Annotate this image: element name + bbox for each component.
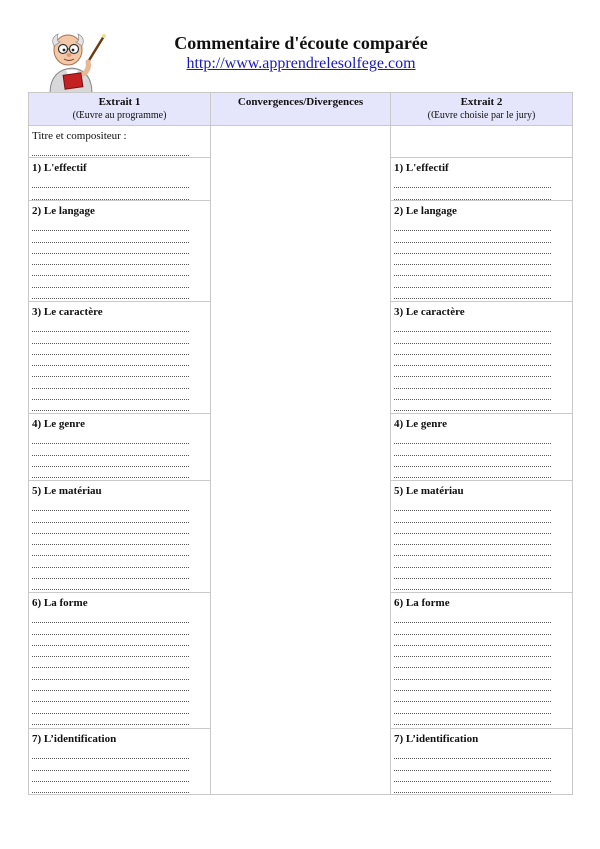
answer-lines: [32, 612, 207, 725]
dotted-answer-line[interactable]: [394, 344, 551, 355]
dotted-answer-line[interactable]: [32, 714, 189, 725]
dotted-answer-line[interactable]: [32, 511, 189, 522]
extrait-1-row: [29, 593, 210, 729]
extrait-2-row: [391, 201, 572, 302]
dotted-answer-line[interactable]: [394, 748, 551, 759]
dotted-answer-line[interactable]: [32, 635, 189, 646]
dotted-answer-line[interactable]: [32, 623, 189, 634]
dotted-answer-line[interactable]: [394, 389, 551, 400]
dotted-answer-line[interactable]: [32, 646, 189, 657]
dotted-answer-line[interactable]: [32, 771, 189, 782]
dotted-answer-line[interactable]: [32, 366, 189, 377]
extrait-1-row: [29, 302, 210, 414]
dotted-answer-line[interactable]: [394, 188, 551, 199]
answer-lines: [394, 177, 569, 200]
dotted-answer-line[interactable]: [32, 579, 189, 590]
dotted-answer-line[interactable]: [32, 456, 189, 467]
answer-lines: [394, 500, 569, 590]
dotted-answer-line[interactable]: [394, 545, 551, 556]
extrait-2-row: [391, 729, 572, 796]
dotted-answer-line[interactable]: [394, 635, 551, 646]
dotted-answer-line[interactable]: [32, 177, 189, 188]
answer-lines: [32, 177, 207, 200]
dotted-answer-line[interactable]: [32, 691, 189, 702]
dotted-answer-line[interactable]: [32, 702, 189, 713]
extrait-1-row: [29, 126, 210, 158]
column-subtitle: (Œuvre choisie par le jury): [427, 110, 536, 121]
extrait-2-row: [391, 481, 572, 593]
dotted-answer-line[interactable]: [32, 534, 189, 545]
dotted-answer-line[interactable]: [32, 321, 189, 332]
dotted-answer-line[interactable]: [394, 556, 551, 567]
row-label: 1) L'effectif: [32, 162, 87, 174]
answer-lines: [394, 321, 569, 411]
dotted-answer-line[interactable]: [394, 433, 551, 444]
extrait-2-row: [391, 414, 572, 481]
column-header-convergences: [211, 93, 390, 126]
dotted-answer-line[interactable]: [394, 511, 551, 522]
row-label: 7) L’identification: [394, 733, 479, 745]
dotted-answer-line[interactable]: [394, 288, 551, 299]
extrait-2-row: [391, 126, 572, 158]
dotted-answer-line[interactable]: [394, 668, 551, 679]
dotted-answer-line[interactable]: [32, 444, 189, 455]
row-label: 2) Le langage: [394, 205, 457, 217]
dotted-answer-line[interactable]: [394, 400, 551, 411]
dotted-answer-line[interactable]: [32, 389, 189, 400]
dotted-answer-line[interactable]: [394, 444, 551, 455]
dotted-answer-line[interactable]: [394, 366, 551, 377]
dotted-answer-line[interactable]: [394, 579, 551, 590]
answer-lines: [394, 748, 569, 793]
dotted-answer-line[interactable]: [394, 771, 551, 782]
dotted-answer-line[interactable]: [32, 523, 189, 534]
dotted-answer-line[interactable]: [394, 220, 551, 231]
dotted-answer-line[interactable]: [394, 759, 551, 770]
dotted-answer-line[interactable]: [394, 657, 551, 668]
answer-lines: [32, 500, 207, 590]
dotted-answer-line[interactable]: [394, 612, 551, 623]
row-label: 4) Le genre: [394, 418, 447, 430]
dotted-answer-line[interactable]: [32, 254, 189, 265]
website-link[interactable]: http://www.apprendrelesolfege.com: [186, 55, 416, 72]
column-title: Extrait 2: [460, 96, 503, 108]
dotted-answer-line[interactable]: [394, 680, 551, 691]
dotted-answer-line[interactable]: [394, 243, 551, 254]
dotted-answer-line[interactable]: [32, 467, 189, 478]
column-header-extrait-2: [391, 93, 572, 126]
dotted-answer-line[interactable]: [394, 355, 551, 366]
dotted-answer-line[interactable]: [32, 759, 189, 770]
extrait-2-row: [391, 302, 572, 414]
dotted-answer-line[interactable]: [32, 276, 189, 287]
extrait-1-row: [29, 414, 210, 481]
answer-lines: [32, 748, 207, 793]
dotted-answer-line[interactable]: [394, 456, 551, 467]
extrait-1-row: [29, 158, 210, 201]
extrait-2-row: [391, 593, 572, 729]
dotted-answer-line[interactable]: [32, 231, 189, 242]
dotted-answer-line[interactable]: [394, 332, 551, 343]
row-label: 6) La forme: [32, 597, 88, 609]
dotted-answer-line[interactable]: [394, 500, 551, 511]
page-title: Commentaire d'écoute comparée: [174, 33, 428, 53]
dotted-answer-line[interactable]: [394, 782, 551, 793]
dotted-answer-line[interactable]: [32, 344, 189, 355]
dotted-answer-line[interactable]: [394, 568, 551, 579]
dotted-answer-line[interactable]: [32, 377, 189, 388]
column-title: Extrait 1: [98, 96, 141, 108]
row-label: 2) Le langage: [32, 205, 95, 217]
dotted-answer-line[interactable]: [32, 355, 189, 366]
dotted-answer-line[interactable]: [32, 545, 189, 556]
dotted-answer-line[interactable]: [394, 523, 551, 534]
dotted-answer-line[interactable]: [394, 321, 551, 332]
dotted-answer-line[interactable]: [394, 691, 551, 702]
comparison-table: [28, 92, 573, 795]
dotted-answer-line[interactable]: [32, 782, 189, 793]
dotted-answer-line[interactable]: [32, 265, 189, 276]
dotted-answer-line[interactable]: [32, 568, 189, 579]
dotted-answer-line[interactable]: [32, 657, 189, 668]
answer-lines: [394, 433, 569, 478]
row-label: 6) La forme: [394, 597, 450, 609]
row-label: 5) Le matériau: [394, 485, 464, 497]
dotted-answer-line[interactable]: [32, 288, 189, 299]
answer-lines: [394, 220, 569, 299]
dotted-answer-line[interactable]: [32, 748, 189, 759]
dotted-answer-line[interactable]: [394, 702, 551, 713]
dotted-answer-line[interactable]: [32, 612, 189, 623]
dotted-answer-line[interactable]: [32, 433, 189, 444]
row-label: 1) L'effectif: [394, 162, 449, 174]
answer-lines: [32, 220, 207, 299]
dotted-answer-line[interactable]: [32, 500, 189, 511]
extrait-1-row: [29, 729, 210, 796]
answer-lines: [394, 612, 569, 725]
extrait-1-row: [29, 201, 210, 302]
row-label: 4) Le genre: [32, 418, 85, 430]
column-convergences: [210, 93, 391, 794]
dotted-answer-line[interactable]: [394, 467, 551, 478]
page-header: [0, 32, 600, 74]
dotted-answer-line[interactable]: [32, 668, 189, 679]
dotted-answer-line[interactable]: [32, 680, 189, 691]
extrait-2-row: [391, 158, 572, 201]
row-label: Titre et compositeur :: [32, 130, 127, 142]
row-label: 3) Le caractère: [32, 306, 103, 318]
dotted-answer-line[interactable]: [394, 623, 551, 634]
column-extrait-2: [391, 93, 572, 794]
dotted-answer-line[interactable]: [394, 265, 551, 276]
dotted-answer-line[interactable]: [394, 377, 551, 388]
dotted-answer-line[interactable]: [394, 254, 551, 265]
dotted-answer-line[interactable]: [32, 145, 189, 156]
answer-lines: [32, 321, 207, 411]
dotted-answer-line[interactable]: [394, 646, 551, 657]
column-title: Convergences/Divergences: [237, 96, 364, 108]
dotted-answer-line[interactable]: [32, 400, 189, 411]
column-extrait-1: [29, 93, 210, 794]
dotted-answer-line[interactable]: [32, 332, 189, 343]
dotted-answer-line[interactable]: [32, 220, 189, 231]
dotted-answer-line[interactable]: [394, 276, 551, 287]
row-label: 3) Le caractère: [394, 306, 465, 318]
dotted-answer-line[interactable]: [394, 534, 551, 545]
dotted-answer-line[interactable]: [32, 188, 189, 199]
row-label: 7) L’identification: [32, 733, 117, 745]
dotted-answer-line[interactable]: [32, 556, 189, 567]
dotted-answer-line[interactable]: [394, 714, 551, 725]
answer-lines: [32, 433, 207, 478]
dotted-answer-line[interactable]: [394, 177, 551, 188]
column-header-extrait-1: [29, 93, 210, 126]
column-subtitle: (Œuvre au programme): [72, 110, 167, 121]
row-label: 5) Le matériau: [32, 485, 102, 497]
dotted-answer-line[interactable]: [32, 243, 189, 254]
dotted-answer-line[interactable]: [394, 231, 551, 242]
answer-lines: [32, 145, 207, 156]
extrait-1-row: [29, 481, 210, 593]
